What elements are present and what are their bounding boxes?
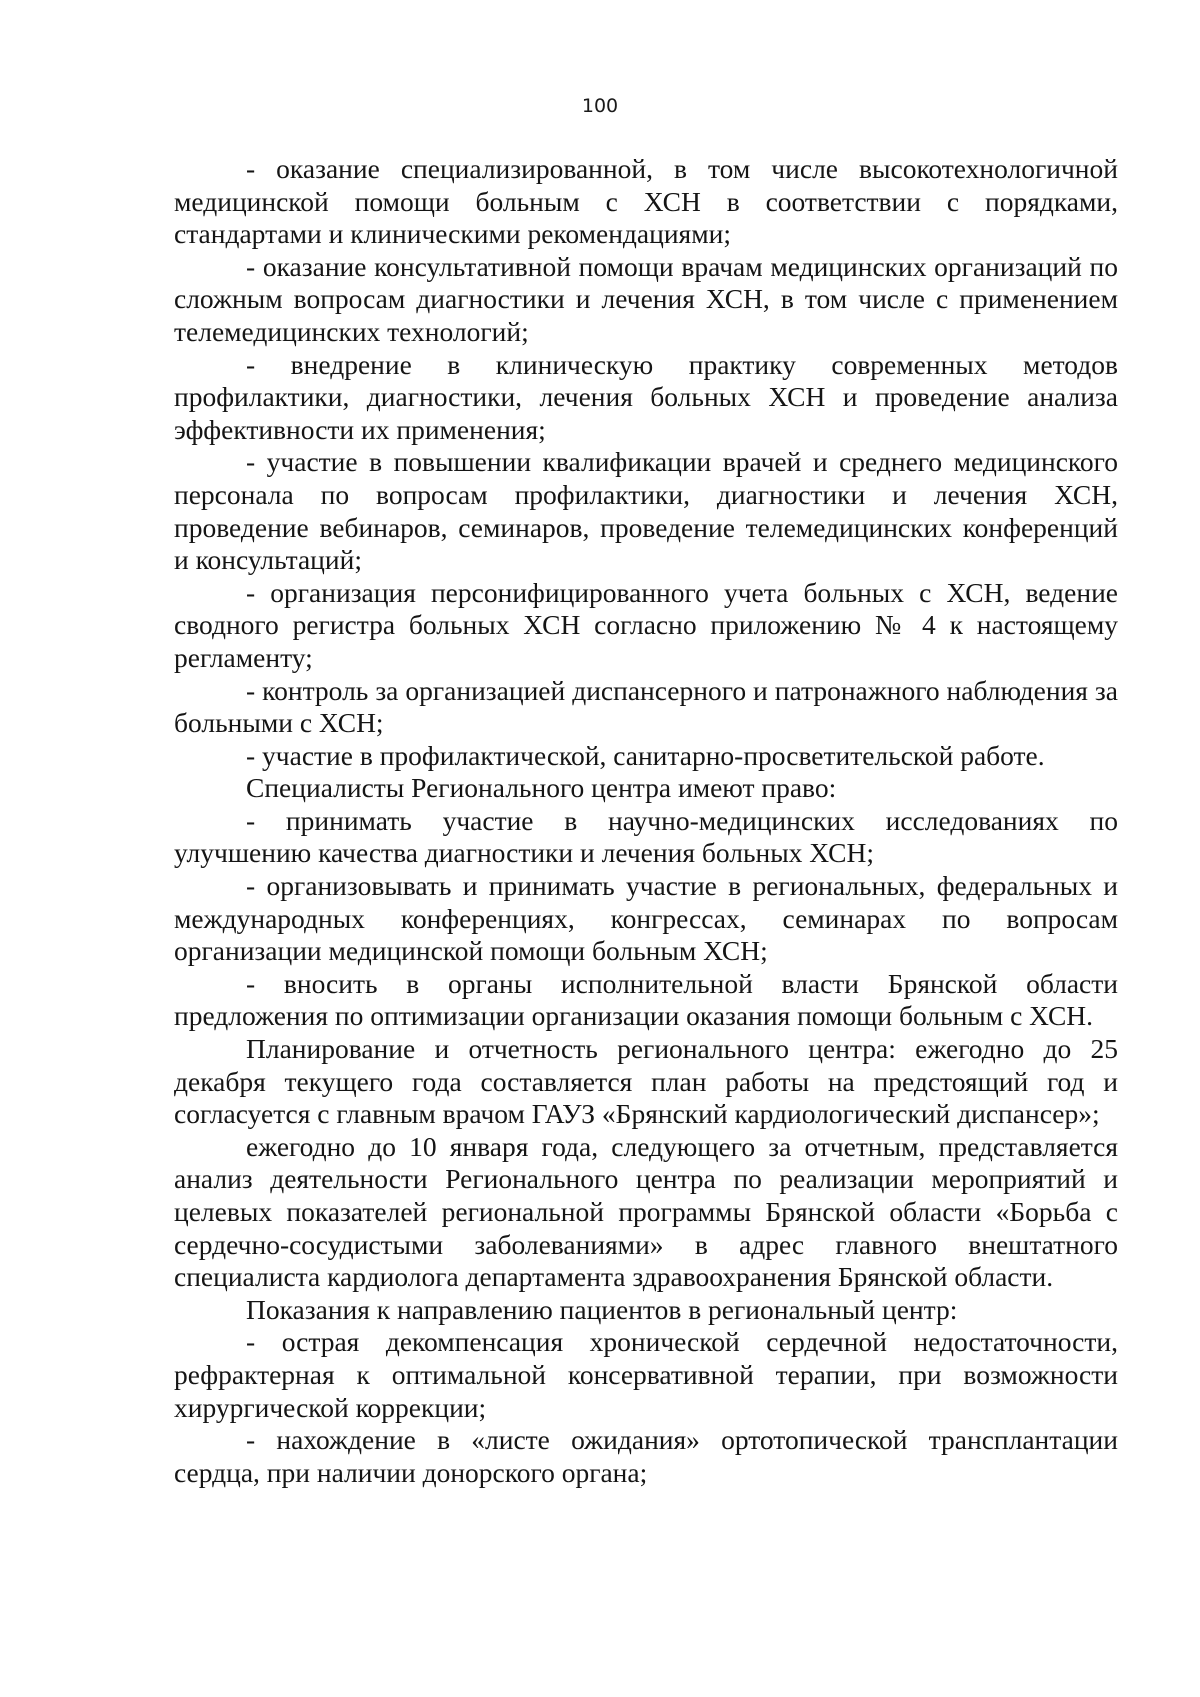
paragraph: - острая декомпенсация хронической сердечной недостаточности, рефрактерная к оптимальной консервативной терапии, при возможности хирургической коррекции; [174, 1326, 1118, 1423]
paragraph: - участие в профилактической, санитарно-просветительской работе. [246, 739, 1045, 771]
paragraph: - нахождение в «листе ожидания» ортотопической трансплантации сердца, при наличии донорского органа; [174, 1424, 1118, 1488]
paragraph: - оказание специализированной, в том числе высокотехнологичной медицинской помощи больным с ХСН в соответствии с порядками, стандартами и клиническими рекомендациями; [174, 153, 1118, 250]
paragraph: - принимать участие в научно-медицинских исследованиях по улучшению качества диагностики и лечения больных ХСН; [174, 804, 1118, 869]
page-number: 100 [581, 95, 619, 117]
paragraph: Специалисты Регионального центра имеют право: [246, 772, 837, 804]
paragraph: ежегодно до 10 января года, следующего за отчетным, представляется анализ деятельности Регионального центра по реализации мероприятий и целевых показателей региональной программы Брянской области «Борьба с сердечно-сосудистыми заболеваниями» в адрес главного внештатного специалиста кардиолога департамента здравоохранения Брянской области. [174, 1130, 1118, 1293]
paragraph: - оказание консультативной помощи врачам медицинских организаций по сложным вопросам диагностики и лечения ХСН, в том числе с применением телемедицинских технологий; [174, 250, 1118, 347]
paragraph: - организовывать и принимать участие в региональных, федеральных и международных конференциях, конгрессах, семинарах по вопросам организации медицинской помощи больным ХСН; [174, 870, 1118, 967]
paragraph: Планирование и отчетность регионального центра: ежегодно до 25 декабря текущего года составляется план работы на предстоящий год и согласуется с главным врачом ГАУЗ «Брянский кардиологический диспансер»; [174, 1033, 1118, 1130]
document-body [174, 153, 1118, 1489]
paragraph: - организация персонифицированного учета больных с ХСН, ведение сводного регистра больных ХСН согласно приложению № 4 к настоящему регламенту; [174, 576, 1118, 673]
paragraph: - участие в повышении квалификации врачей и среднего медицинского персонала по вопросам профилактики, диагностики и лечения ХСН, проведение вебинаров, семинаров, проведение телемедицинских конференций и консультаций; [174, 446, 1118, 576]
paragraph: - контроль за организацией диспансерного и патронажного наблюдения за больными с ХСН; [174, 674, 1118, 739]
paragraph: - вносить в органы исполнительной власти Брянской области предложения по оптимизации организации оказания помощи больным с ХСН. [174, 967, 1118, 1032]
paragraph: Показания к направлению пациентов в региональный центр: [246, 1293, 958, 1325]
paragraph: - внедрение в клиническую практику современных методов профилактики, диагностики, лечения больных ХСН и проведение анализа эффективности их применения; [174, 348, 1118, 445]
